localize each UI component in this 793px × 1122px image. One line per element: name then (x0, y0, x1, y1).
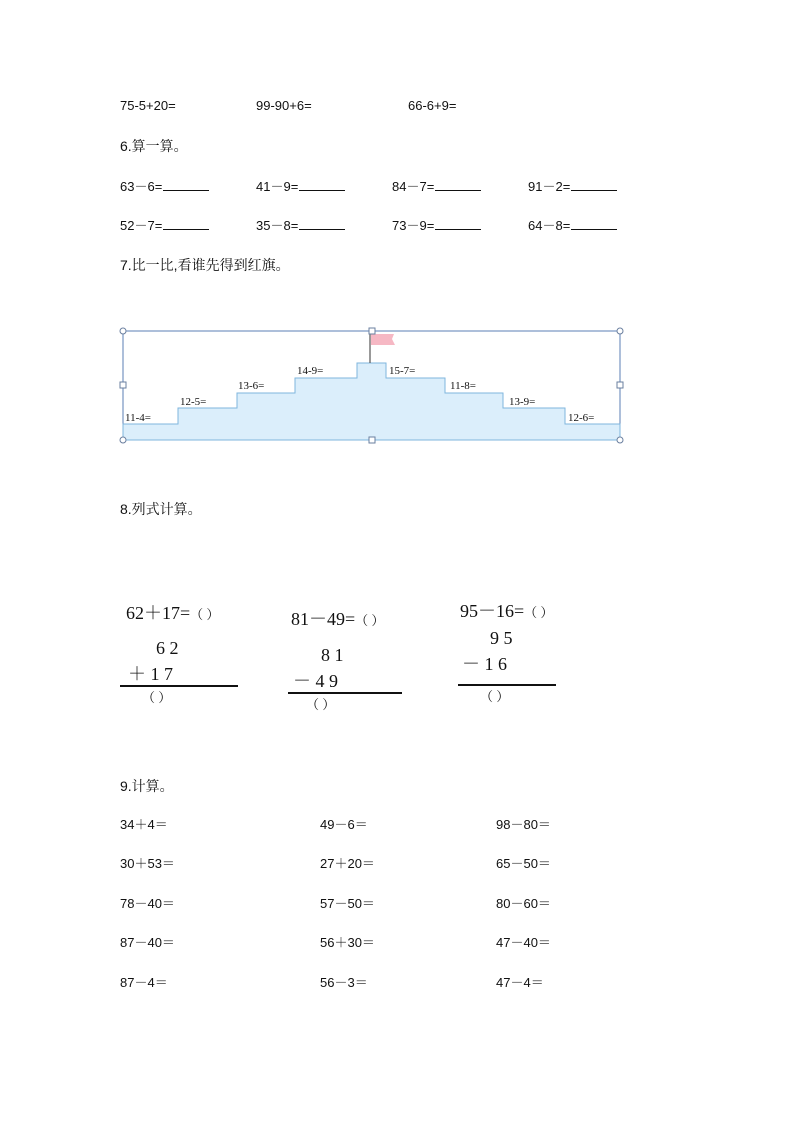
equation: 66-6+9= (408, 98, 457, 113)
question-7-title: 7.比一比,看谁先得到红旗。 (120, 257, 290, 273)
step-equation: 12-6= (568, 412, 595, 424)
calc-line (288, 692, 402, 694)
equation: 30＋53＝ (120, 856, 175, 871)
answer-blank[interactable] (299, 217, 345, 230)
handle-middle-left (120, 382, 126, 388)
calc-line (458, 684, 556, 686)
answer-blank[interactable] (571, 217, 617, 230)
bottom-number: － 1 6 (462, 654, 507, 674)
equation: 57－50＝ (320, 896, 375, 911)
answer-blank[interactable] (435, 178, 481, 191)
equation: 56－3＝ (320, 975, 368, 990)
handle-top-center (369, 328, 375, 334)
equation: 47－4＝ (496, 975, 544, 990)
question-6-title: 6.算一算。 (120, 138, 188, 154)
equation: 87－40＝ (120, 935, 175, 950)
answer-blank[interactable] (571, 178, 617, 191)
step-equation: 11-8= (450, 380, 476, 392)
step-equation: 11-4= (125, 412, 151, 424)
bottom-number: ＋ 1 7 (128, 664, 173, 684)
bottom-number: － 4 9 (293, 671, 338, 691)
step-equation: 12-5= (180, 396, 207, 408)
calc-line (120, 685, 238, 687)
equation: 27＋20＝ (320, 856, 375, 871)
step-equation: 15-7= (389, 365, 416, 377)
red-flag-icon (371, 334, 395, 345)
equation: 49－6＝ (320, 817, 368, 832)
equation: 99-90+6= (256, 98, 312, 113)
handle-bottom-right (617, 437, 623, 443)
equation: 91－2= (528, 178, 617, 195)
equation: 63－6= (120, 178, 209, 195)
answer-paren[interactable]: （ ） (524, 605, 554, 620)
handle-top-right (617, 328, 623, 334)
equation: 65－50＝ (496, 856, 551, 871)
equation: 87－4＝ (120, 975, 168, 990)
answer-paren[interactable]: （ ） (306, 697, 336, 712)
equation: 75-5+20= (120, 98, 176, 113)
top-number: 8 1 (321, 645, 344, 665)
equation: 73－9= (392, 217, 481, 234)
equation: 80－60＝ (496, 896, 551, 911)
top-number: 6 2 (156, 638, 179, 658)
top-number: 9 5 (490, 628, 513, 648)
equation: 41－9= (256, 178, 345, 195)
calc-expression: 81－49=（ ） (291, 609, 385, 629)
answer-blank[interactable] (163, 217, 209, 230)
staircase-diagram (118, 325, 624, 447)
answer-blank[interactable] (299, 178, 345, 191)
equation: 84－7= (392, 178, 481, 195)
equation: 98－80＝ (496, 817, 551, 832)
handle-bottom-center (369, 437, 375, 443)
answer-blank[interactable] (163, 178, 209, 191)
answer-paren[interactable]: （ ） (190, 607, 220, 622)
calc-expression: 95－16=（ ） (460, 601, 554, 621)
equation: 34＋4＝ (120, 817, 168, 832)
question-9-title: 9.计算。 (120, 778, 174, 794)
equation: 56＋30＝ (320, 935, 375, 950)
step-equation: 13-9= (509, 396, 536, 408)
equation: 47－40＝ (496, 935, 551, 950)
equation: 52－7= (120, 217, 209, 234)
equation: 64－8= (528, 217, 617, 234)
handle-bottom-left (120, 437, 126, 443)
equation: 78－40＝ (120, 896, 175, 911)
step-equation: 14-9= (297, 365, 324, 377)
equation: 35－8= (256, 217, 345, 234)
step-equation: 13-6= (238, 380, 265, 392)
handle-middle-right (617, 382, 623, 388)
answer-paren[interactable]: （ ） (142, 690, 172, 705)
answer-paren[interactable]: （ ） (355, 613, 385, 628)
question-8-title: 8.列式计算。 (120, 501, 202, 517)
answer-paren[interactable]: （ ） (480, 689, 510, 704)
answer-blank[interactable] (435, 217, 481, 230)
handle-top-left (120, 328, 126, 334)
calc-expression: 62＋17=（ ） (126, 603, 220, 623)
